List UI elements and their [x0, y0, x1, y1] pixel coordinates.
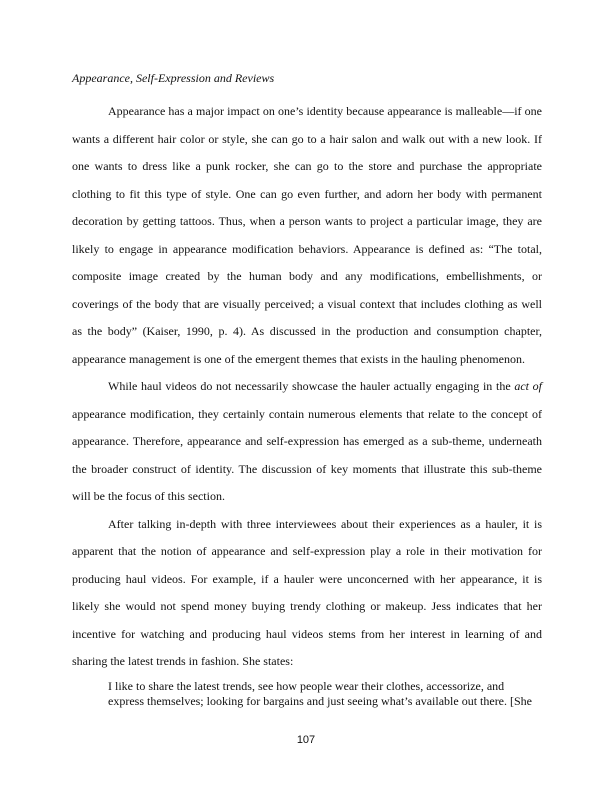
- italic-phrase: act of: [514, 379, 542, 393]
- paragraph-haul-videos: [72, 373, 542, 511]
- paragraph-text-after-italic: appearance modification, they certainly contain numerous elements that relate to the concept of appearance. Therefore, appearance and self-expression has emerged as a sub-theme, underneath the broader construct of identity. The discussion of key moments that illustrate this sub-theme will be the focus of this section.: [72, 406, 542, 503]
- block-quote-text: I like to share the latest trends, see how people wear their clothes, accessorize, and express themselves; looking for bargains and just seeing what’s available out there. [She: [108, 679, 533, 708]
- paragraph-appearance-definition: Appearance has a major impact on one’s identity because appearance is malleable—if one wants a different hair color or style, she can go to a hair salon and walk out with a new look. If one wants to dress like a punk rocker, she can go to the store and purchase the appropriate clothing to fit this type of style. One can go even further, and adorn her body with permanent decoration by getting tattoos. Thus, when a person wants to project a particular image, they are likely to engage in appearance modification behaviors. Appearance is defined as: “The total, composite image created by the human body and any modifications, embellishments, or coverings of the body that are visually perceived; a visual context that includes clothing as well as the body” (Kaiser, 1990, p. 4). As discussed in the production and consumption chapter, appearance management is one of the emergent themes that exists in the hauling phenomenon.: [72, 104, 542, 366]
- block-quote: [108, 679, 538, 708]
- paragraph-text-before-italic: While haul videos do not necessarily showcase the hauler actually engaging in the: [108, 379, 515, 393]
- page-number: 107: [296, 734, 316, 746]
- section-heading: Appearance, Self-Expression and Reviews: [72, 71, 275, 85]
- paragraph-interviewees: After talking in-depth with three interviewees about their experiences as a hauler, it is apparent that the notion of appearance and self-expression play a role in their motivation for producing haul videos. For example, if a hauler were unconcerned with her appearance, it is likely she would not spend money buying trendy clothing or makeup. Jess indicates that her incentive for watching and producing haul videos stems from her interest in learning of and sharing the latest trends in fashion. She states:: [72, 516, 542, 668]
- body-text: [72, 98, 542, 676]
